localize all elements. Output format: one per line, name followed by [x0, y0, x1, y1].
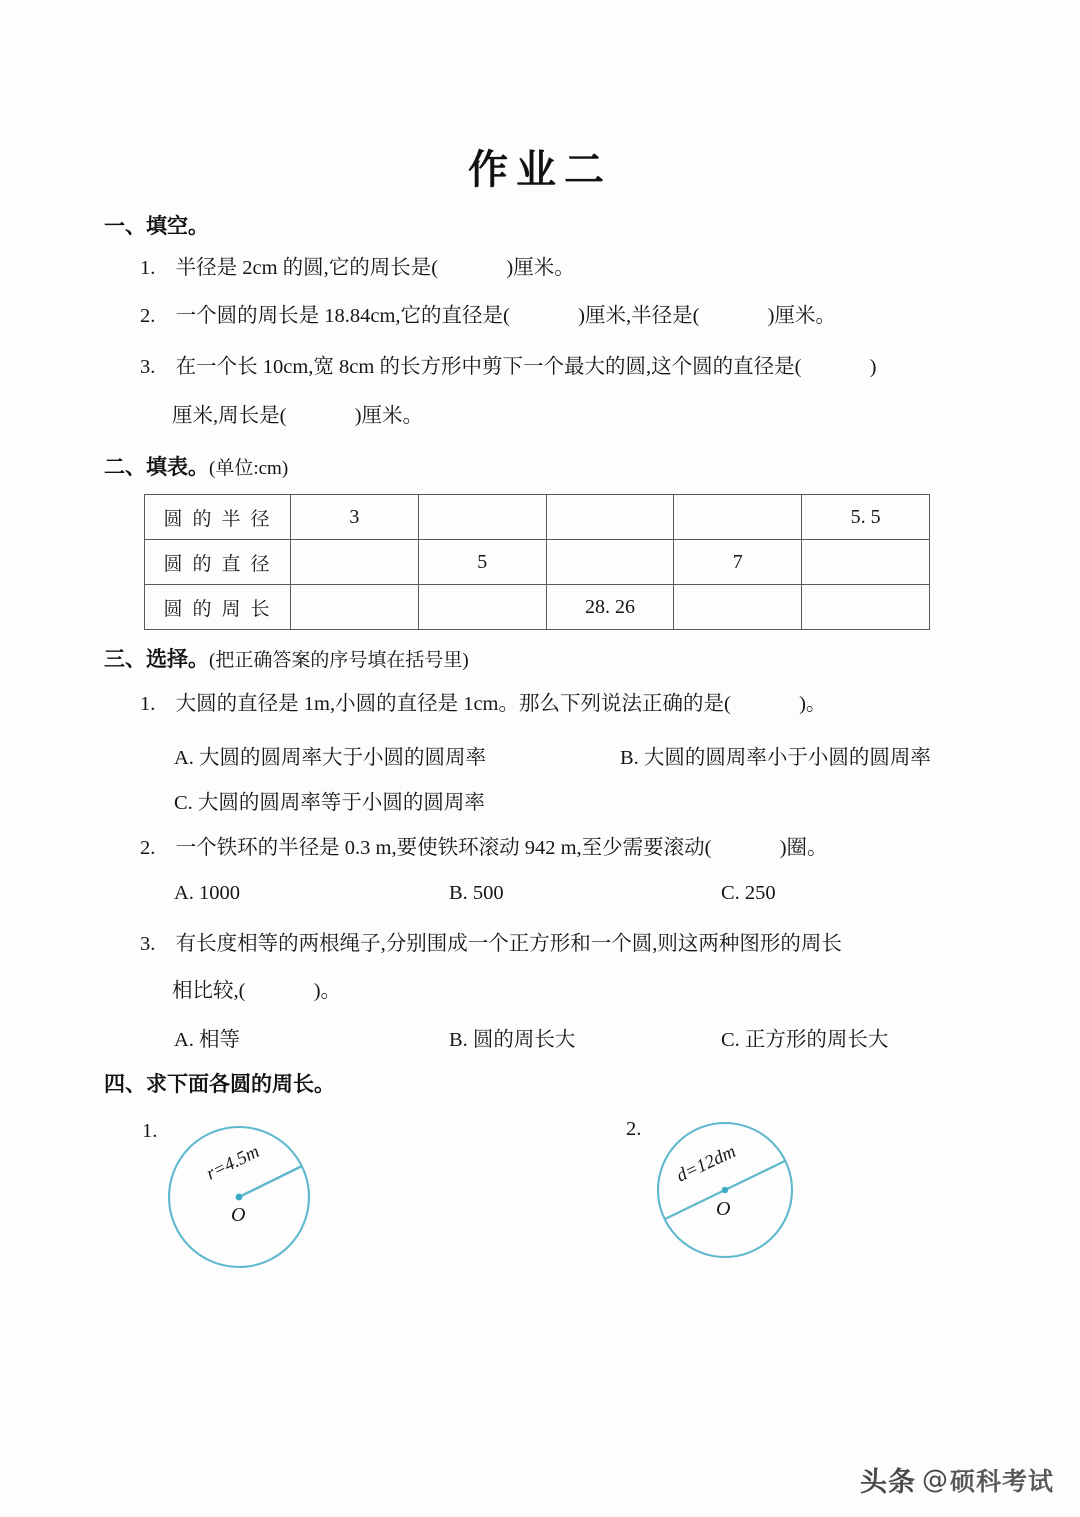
section-header-circumference: [104, 1068, 335, 1098]
circle-center-dot: [722, 1187, 728, 1193]
section-2-unit-note: (单位:cm): [209, 458, 289, 479]
question-3-1-tail: )。: [799, 693, 827, 715]
question-1-1-text: 半径是 2cm 的圆,它的周长是(: [175, 257, 439, 279]
section-4-label: 四、求下面各圆的周长。: [104, 1072, 335, 1096]
table-row: [145, 540, 930, 585]
question-1-1: [140, 256, 575, 281]
section-header-choice: [104, 643, 469, 673]
section-1-label: 一、填空。: [104, 214, 209, 238]
table-row: [145, 495, 930, 540]
section-2-label: 二、填表。: [104, 455, 209, 479]
fill-table: [144, 494, 930, 630]
table-cell[interactable]: [291, 540, 419, 585]
table-cell[interactable]: [802, 585, 930, 630]
option-3-2-c[interactable]: C. 250: [721, 882, 776, 904]
question-1-2-number: 2.: [140, 305, 156, 327]
circle-center-dot: [236, 1194, 243, 1201]
question-3-1-number: 1.: [140, 693, 156, 715]
table-cell[interactable]: [802, 540, 930, 585]
question-1-2-text: 一个圆的周长是 18.84cm,它的直径是(: [175, 305, 510, 327]
table-cell[interactable]: [291, 585, 419, 630]
question-3-3-line2b: )。: [313, 980, 342, 1002]
diameter-label: d=12dm: [673, 1141, 740, 1187]
table-cell[interactable]: [674, 495, 802, 540]
question-1-2-mid: )厘米,半径是(: [578, 305, 700, 327]
section-3-label: 三、选择。: [104, 647, 209, 671]
question-1-1-tail: )厘米。: [506, 257, 575, 279]
page-title: 作业二: [468, 146, 612, 193]
center-label: O: [231, 1204, 246, 1226]
option-3-3-b[interactable]: B. 圆的周长大: [449, 1029, 576, 1051]
table-cell[interactable]: 5: [418, 540, 546, 585]
table-cell[interactable]: [674, 585, 802, 630]
section-header-fill-table: [104, 451, 288, 481]
figure-2-number: 2.: [626, 1118, 642, 1140]
table-row-label: 圆 的 周 长: [145, 585, 291, 630]
figure-1-circle-radius: [160, 1118, 320, 1283]
table-cell[interactable]: [418, 495, 546, 540]
figure-1-number: 1.: [142, 1120, 158, 1142]
circle-diameter-svg: [652, 1120, 804, 1272]
option-3-3-a[interactable]: A. 相等: [174, 1029, 241, 1051]
table-row-label: 圆 的 半 径: [145, 495, 291, 540]
question-1-3-line2: [172, 404, 423, 429]
question-3-1: [140, 692, 826, 717]
table-row-label: 圆 的 直 径: [145, 540, 291, 585]
table-cell[interactable]: [418, 585, 546, 630]
radius-line: [239, 1166, 302, 1197]
question-3-2-number: 2.: [140, 837, 156, 859]
table-cell[interactable]: [546, 540, 674, 585]
question-3-2-tail: )圈。: [779, 837, 828, 859]
question-1-3-line1: [140, 355, 877, 380]
option-3-1-b[interactable]: B. 大圆的圆周率小于小圆的圆周率: [620, 747, 931, 769]
section-header-fill-in-blank: [104, 210, 209, 240]
table-cell[interactable]: 5. 5: [802, 495, 930, 540]
question-1-3-tail: ): [869, 356, 877, 378]
question-3-3-line1: [140, 932, 842, 957]
question-3-3-line2: [172, 979, 341, 1004]
section-3-note: (把正确答案的序号填在括号里): [209, 650, 469, 671]
watermark-at-symbol: @: [921, 1464, 948, 1495]
figure-2-circle-diameter: [652, 1120, 804, 1277]
question-3-3-line2a: 相比较,(: [172, 980, 246, 1002]
question-3-3-text: 有长度相等的两根绳子,分别围成一个正方形和一个圆,则这两种图形的周长: [175, 933, 842, 955]
watermark-handle: 硕科考试: [949, 1466, 1054, 1496]
question-1-3-line2b: )厘米。: [354, 405, 424, 427]
question-1-3-line2a: 厘米,周长是(: [172, 405, 287, 427]
option-3-3-c[interactable]: C. 正方形的周长大: [721, 1029, 889, 1051]
question-3-1-text: 大圆的直径是 1m,小圆的直径是 1cm。那么下列说法正确的是(: [175, 693, 731, 715]
table-cell[interactable]: 3: [291, 495, 419, 540]
watermark: [860, 1460, 1058, 1499]
watermark-brand: 头条: [859, 1467, 916, 1498]
question-1-3-number: 3.: [140, 356, 156, 378]
question-1-1-number: 1.: [140, 257, 156, 279]
circle-radius-svg: [160, 1118, 320, 1278]
table-cell[interactable]: 28. 26: [546, 585, 674, 630]
question-1-2-tail: )厘米。: [767, 305, 836, 327]
option-3-1-a[interactable]: A. 大圆的圆周率大于小圆的圆周率: [174, 747, 487, 769]
center-label: O: [716, 1198, 731, 1220]
radius-label: r=4.5m: [203, 1141, 263, 1185]
table-cell[interactable]: [546, 495, 674, 540]
question-1-3-text: 在一个长 10cm,宽 8cm 的长方形中剪下一个最大的圆,这个圆的直径是(: [175, 356, 802, 378]
question-1-2: [140, 304, 836, 329]
question-3-2: [140, 836, 828, 861]
option-3-2-a[interactable]: A. 1000: [174, 882, 241, 904]
option-3-1-c[interactable]: C. 大圆的圆周率等于小圆的圆周率: [174, 792, 485, 814]
option-3-2-b[interactable]: B. 500: [449, 882, 504, 904]
table-row: [145, 585, 930, 630]
question-3-3-number: 3.: [140, 933, 156, 955]
question-3-2-text: 一个铁环的半径是 0.3 m,要使铁环滚动 942 m,至少需要滚动(: [175, 837, 712, 859]
table-cell[interactable]: 7: [674, 540, 802, 585]
fill-table-wrapper: [144, 494, 930, 630]
